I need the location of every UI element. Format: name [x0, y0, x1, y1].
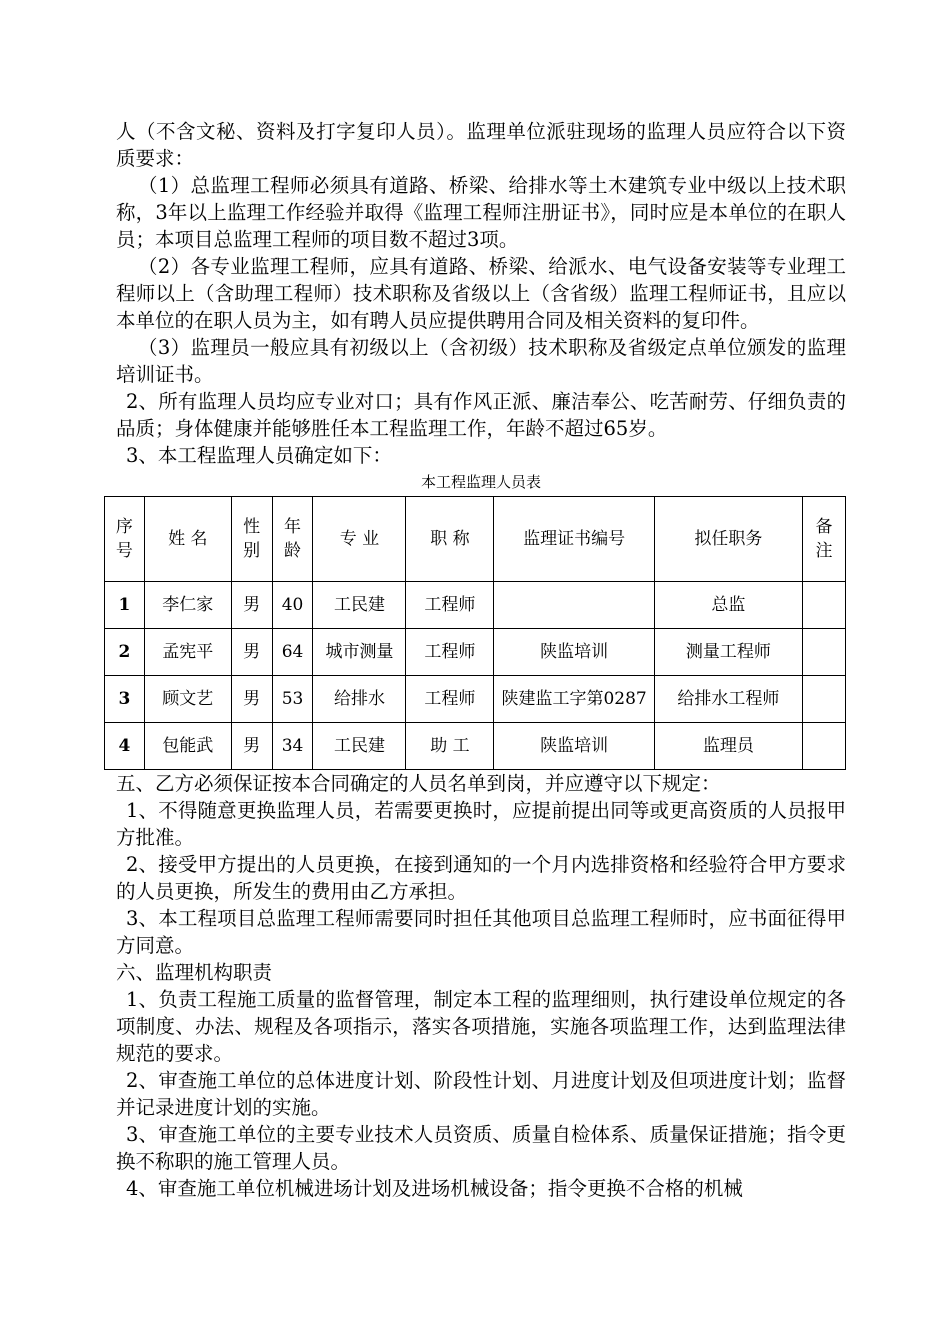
table-cell: 顾文艺	[144, 676, 231, 723]
table-cell: 34	[272, 723, 313, 770]
paragraph: 2、所有监理人员均应专业对口；具有作风正派、廉洁奉公、吃苦耐劳、仔细负责的品质；身体健康并能够胜任本工程监理工作，年龄不超过65岁。	[116, 390, 846, 440]
table-cell	[803, 676, 846, 723]
paragraph: 3、本工程监理人员确定如下：	[126, 444, 392, 467]
header-cell: 拟任职务	[654, 497, 802, 582]
paragraph: 3、审查施工单位的主要专业技术人员资质、质量自检体系、质量保证措施；指令更换不称职的施工管理人员。	[116, 1123, 846, 1173]
table-cell: 城市测量	[313, 629, 406, 676]
table-cell: 工程师	[406, 676, 494, 723]
header-cell: 专 业	[313, 497, 406, 582]
table-row	[105, 676, 846, 723]
table-cell	[803, 582, 846, 629]
table-cell: 李仁家	[144, 582, 231, 629]
header-cell: 性别	[231, 497, 272, 582]
table-cell: 陕监培训	[494, 723, 654, 770]
table-cell: 陕建监工字第0287	[494, 676, 654, 723]
table-caption: 本工程监理人员表	[420, 473, 541, 491]
table-cell: 工程师	[406, 629, 494, 676]
paragraph: 1、负责工程施工质量的监督管理，制定本工程的监理细则，执行建设单位规定的各项制度、办法、规程及各项指示，落实各项措施，实施各项监理工作，达到监理法律规范的要求。	[116, 988, 846, 1065]
header-cell: 年龄	[272, 497, 313, 582]
table-header-row	[105, 497, 846, 582]
header-cell: 职 称	[406, 497, 494, 582]
table-cell: 陕监培训	[494, 629, 654, 676]
document-page	[116, 118, 846, 1202]
table-cell: 包能武	[144, 723, 231, 770]
table-cell: 64	[272, 629, 313, 676]
table-cell: 孟宪平	[144, 629, 231, 676]
table-cell: 工程师	[406, 582, 494, 629]
table-cell: 工民建	[313, 723, 406, 770]
paragraph: （1）总监理工程师必须具有道路、桥梁、给排水等土木建筑专业中级以上技术职称，3年以上监理工作经验并取得《监理工程师注册证书》，同时应是本单位的在职人员；本项目总监理工程师的项目数不超过3项。	[116, 174, 846, 251]
table-cell: 监理员	[654, 723, 802, 770]
table-row	[105, 582, 846, 629]
section-heading: 五、乙方必须保证按本合同确定的人员名单到岗，并应遵守以下规定：	[116, 772, 721, 795]
header-cell: 姓 名	[144, 497, 231, 582]
paragraph: 3、本工程项目总监理工程师需要同时担任其他项目总监理工程师时，应书面征得甲方同意。	[116, 907, 846, 957]
table-cell	[494, 582, 654, 629]
table-cell: 男	[231, 676, 272, 723]
table-cell: 2	[105, 629, 145, 676]
table-cell: 男	[231, 723, 272, 770]
table-cell: 1	[105, 582, 145, 629]
table-cell: 测量工程师	[654, 629, 802, 676]
table-cell: 男	[231, 582, 272, 629]
paragraph: （2）各专业监理工程师，应具有道路、桥梁、给派水、电气设备安装等专业理工程师以上（含助理工程师）技术职称及省级以上（含省级）监理工程师证书，且应以本单位的在职人员为主，如有聘人员应提供聘用合同及相关资料的复印件。	[116, 255, 846, 332]
table-cell: 助 工	[406, 723, 494, 770]
table-cell: 3	[105, 676, 145, 723]
table-cell: 男	[231, 629, 272, 676]
table-cell: 40	[272, 582, 313, 629]
table-row	[105, 723, 846, 770]
header-cell: 监理证书编号	[494, 497, 654, 582]
paragraph: 2、审查施工单位的总体进度计划、阶段性计划、月进度计划及但项进度计划；监督并记录进度计划的实施。	[116, 1069, 846, 1119]
section-heading: 六、监理机构职责	[116, 961, 273, 984]
table-cell: 总监	[654, 582, 802, 629]
paragraph: 1、不得随意更换监理人员，若需要更换时，应提前提出同等或更高资质的人员报甲方批准。	[116, 799, 846, 849]
header-cell: 备注	[803, 497, 846, 582]
table-cell: 工民建	[313, 582, 406, 629]
header-cell: 序号	[105, 497, 145, 582]
paragraph: （3）监理员一般应具有初级以上（含初级）技术职称及省级定点单位颁发的监理培训证书。	[116, 336, 846, 386]
table-cell: 给排水	[313, 676, 406, 723]
table-cell	[803, 629, 846, 676]
table-cell: 给排水工程师	[654, 676, 802, 723]
paragraph: 2、接受甲方提出的人员更换，在接到通知的一个月内选排资格和经验符合甲方要求的人员更换，所发生的费用由乙方承担。	[116, 853, 846, 903]
staff-table	[104, 496, 846, 770]
table-row	[105, 629, 846, 676]
table-cell: 53	[272, 676, 313, 723]
paragraph: 人（不含文秘、资料及打字复印人员）。监理单位派驻现场的监理人员应符合以下资质要求：	[116, 120, 846, 170]
table-cell: 4	[105, 723, 145, 770]
paragraph: 4、审查施工单位机械进场计划及进场机械设备；指令更换不合格的机械	[126, 1177, 743, 1200]
table-cell	[803, 723, 846, 770]
